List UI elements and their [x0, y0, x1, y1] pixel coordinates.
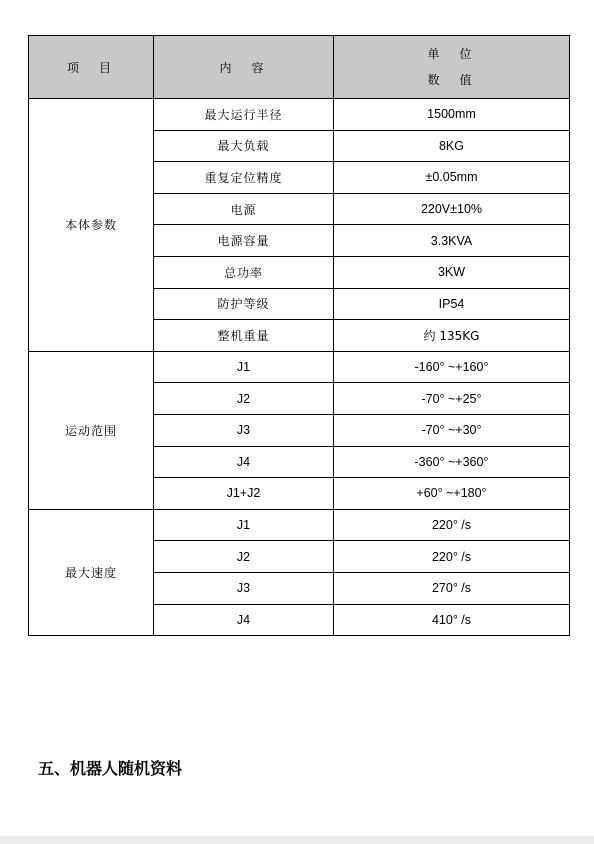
- value-cell: 3KW: [334, 256, 570, 288]
- group-name-cell: 本体参数: [29, 99, 154, 352]
- table-row: [29, 509, 570, 541]
- value-cell: -70° ~+25°: [334, 383, 570, 415]
- value-cell: -70° ~+30°: [334, 414, 570, 446]
- content-cell: J1: [154, 509, 334, 541]
- value-cell: 1500mm: [334, 99, 570, 131]
- value-cell: +60° ~+180°: [334, 478, 570, 510]
- content-cell: 重复定位精度: [154, 162, 334, 194]
- content-cell: J4: [154, 446, 334, 478]
- content-cell: J1: [154, 351, 334, 383]
- table-row: [29, 99, 570, 131]
- header-item: 项 目: [29, 36, 154, 99]
- value-cell: 220° /s: [334, 509, 570, 541]
- content-cell: J3: [154, 572, 334, 604]
- value-cell: 220V±10%: [334, 193, 570, 225]
- section-title: 五、机器人随机资料: [38, 759, 183, 778]
- content-cell: J4: [154, 604, 334, 636]
- value-cell: 270° /s: [334, 572, 570, 604]
- content-cell: J3: [154, 414, 334, 446]
- value-cell: 220° /s: [334, 541, 570, 573]
- content-cell: J2: [154, 383, 334, 415]
- value-cell: -160° ~+160°: [334, 351, 570, 383]
- value-cell: 约 135KG: [334, 320, 570, 352]
- value-cell: ±0.05mm: [334, 162, 570, 194]
- content-cell: J1+J2: [154, 478, 334, 510]
- value-cell: 8KG: [334, 130, 570, 162]
- content-cell: 整机重量: [154, 320, 334, 352]
- content-cell: 电源: [154, 193, 334, 225]
- content-cell: 最大负载: [154, 130, 334, 162]
- value-cell: -360° ~+360°: [334, 446, 570, 478]
- header-unit-value: [334, 36, 570, 99]
- spec-table: [28, 35, 570, 636]
- content-cell: 总功率: [154, 256, 334, 288]
- table-row: [29, 351, 570, 383]
- header-unit: 单 位: [427, 47, 476, 61]
- header-content: 内 容: [154, 36, 334, 99]
- table-header-row: [29, 36, 570, 99]
- header-value: 数 值: [427, 73, 476, 87]
- value-cell: IP54: [334, 288, 570, 320]
- group-name-cell: 运动范围: [29, 351, 154, 509]
- group-name-cell: 最大速度: [29, 509, 154, 635]
- value-cell: 410° /s: [334, 604, 570, 636]
- value-cell: 3.3KVA: [334, 225, 570, 257]
- content-cell: 电源容量: [154, 225, 334, 257]
- content-cell: 最大运行半径: [154, 99, 334, 131]
- page-bottom-edge: [0, 836, 594, 844]
- table-body: [29, 99, 570, 636]
- content-cell: 防护等级: [154, 288, 334, 320]
- content-cell: J2: [154, 541, 334, 573]
